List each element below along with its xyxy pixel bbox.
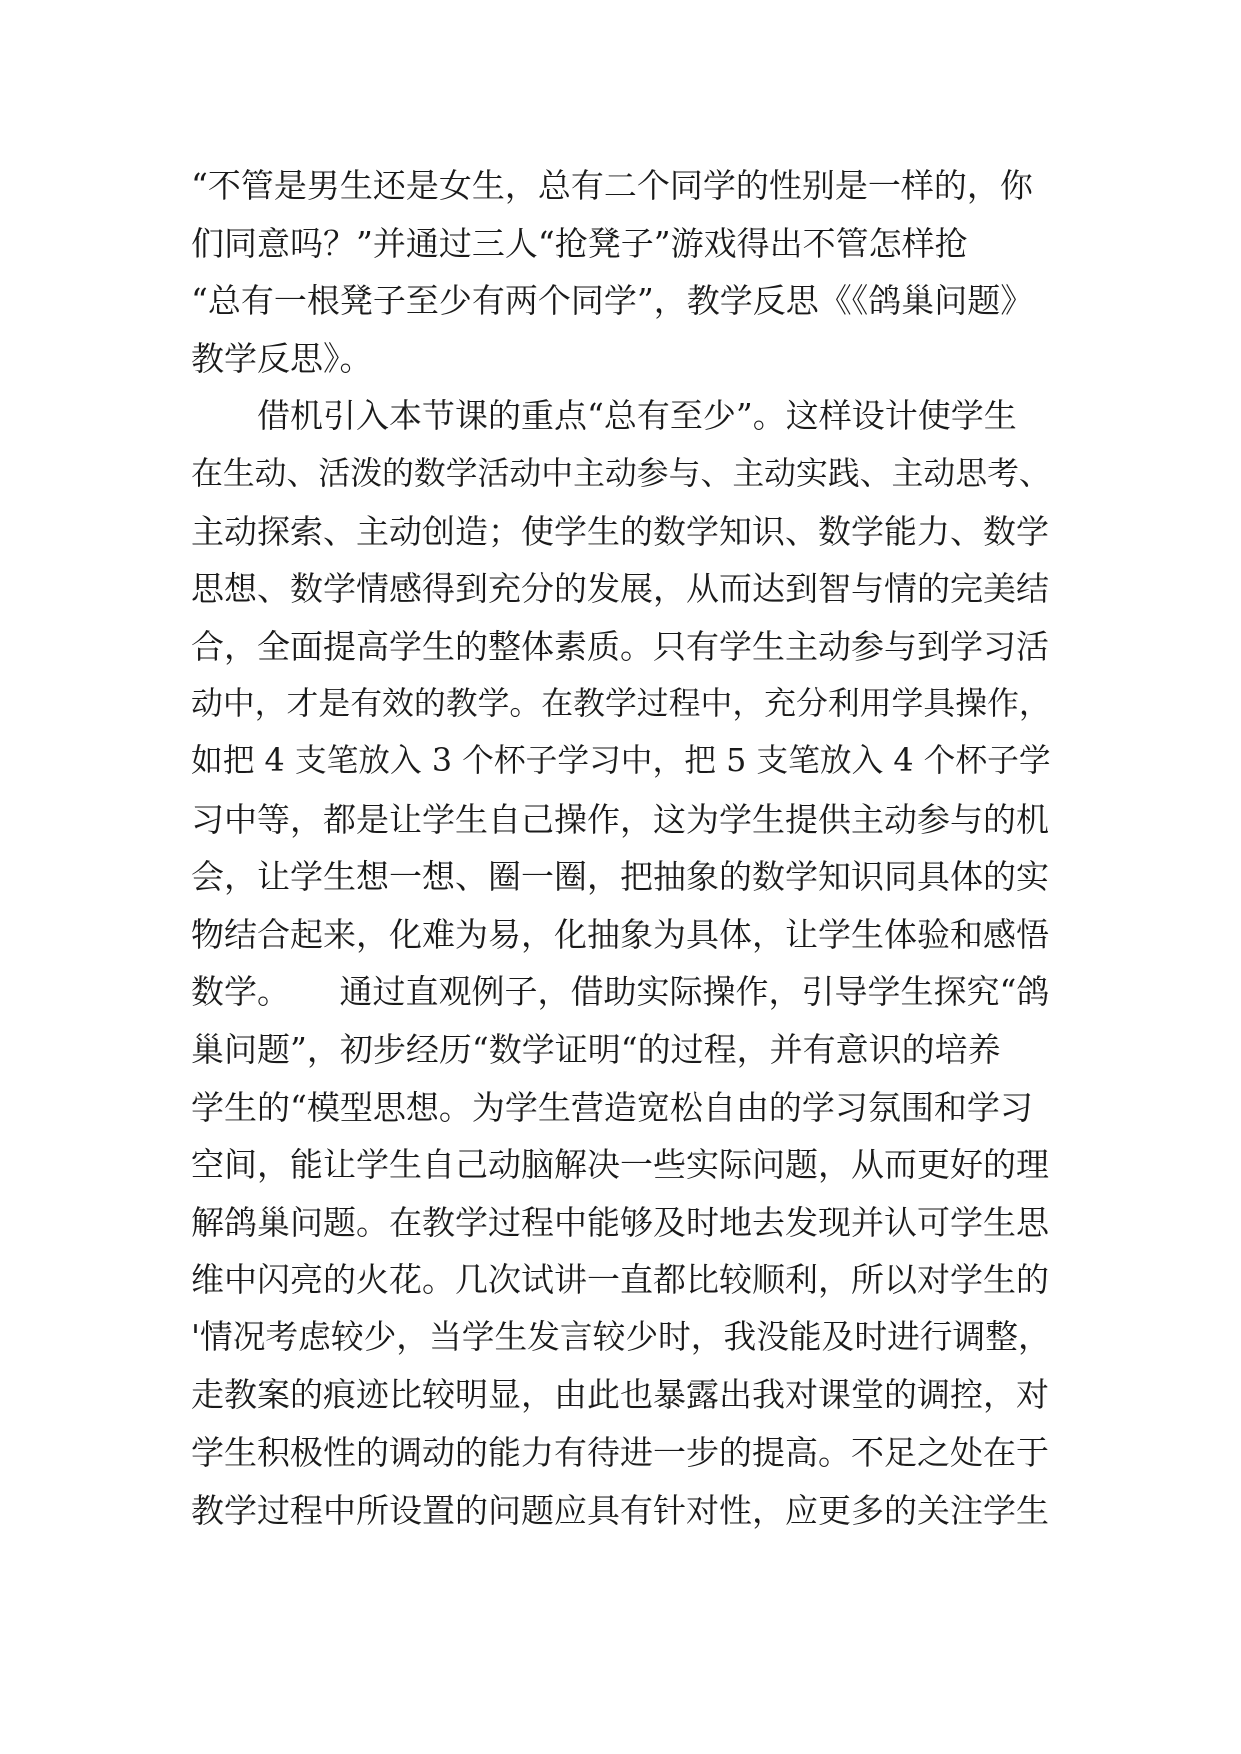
text-line: 在生动、活泼的数学活动中主动参与、主动实践、主动思考、 (191, 453, 1051, 492)
text-line: 教学过程中所设置的问题应具有针对性，应更多的关注学生 (191, 1490, 1049, 1530)
text-line: 数学。 通过直观例子，借助实际操作，引导学生探究“鸽 (191, 972, 1050, 1012)
text-line: 如把 4 支笔放入 3 个杯子学习中，把 5 支笔放入 4 个杯子学 (191, 742, 1051, 779)
text-line: 学生积极性的调动的能力有待进一步的提高。不足之处在于 (191, 1433, 1049, 1473)
text-line: 维中闪亮的火花。几次试讲一直都比较顺利，所以对学生的 (191, 1260, 1049, 1300)
text-line: 借机引入本节课的重点“总有至少”。这样设计使学生 (257, 396, 1017, 436)
text-line: 合，全面提高学生的整体素质。只有学生主动参与到学习活 (191, 626, 1049, 666)
text-line: 习中等，都是让学生自己操作，这为学生提供主动参与的机 (191, 799, 1049, 839)
text-line: 教学反思》。 (191, 338, 373, 378)
text-line: 主动探索、主动创造；使学生的数学知识、数学能力、数学 (191, 511, 1049, 551)
text-line: 巢问题”，初步经历“数学证明“的过程，并有意识的培养 (191, 1029, 1001, 1069)
text-line: 物结合起来，化难为易，化抽象为具体，让学生体验和感悟 (191, 914, 1049, 954)
text-line: “总有一根凳子至少有两个同学”，教学反思《《鸽巢问题》 (191, 281, 1034, 321)
body-text (191, 157, 1051, 1539)
text-line: 思想、数学情感得到充分的发展，从而达到智与情的完美结 (191, 569, 1049, 609)
text-line: 走教案的痕迹比较明显，由此也暴露出我对课堂的调控，对 (191, 1375, 1049, 1415)
text-line: '情况考虑较少，当学生发言较少时，我没能及时进行调整， (191, 1317, 1051, 1356)
text-line: 们同意吗？”并通过三人“抢凳子”游戏得出不管怎样抢 (191, 223, 968, 263)
text-line: 会，让学生想一想、圈一圈，把抽象的数学知识同具体的实 (191, 857, 1049, 897)
text-line: “不管是男生还是女生，总有二个同学的性别是一样的，你 (191, 166, 1033, 205)
text-line: 动中，才是有效的教学。在教学过程中，充分利用学具操作， (191, 684, 1051, 723)
text-line: 学生的“模型思想。为学生营造宽松自由的学习氛围和学习 (191, 1087, 1033, 1127)
text-line: 解鸽巢问题。在教学过程中能够及时地去发现并认可学生思 (191, 1202, 1049, 1242)
text-line: 空间，能让学生自己动脑解决一些实际问题，从而更好的理 (191, 1145, 1049, 1185)
